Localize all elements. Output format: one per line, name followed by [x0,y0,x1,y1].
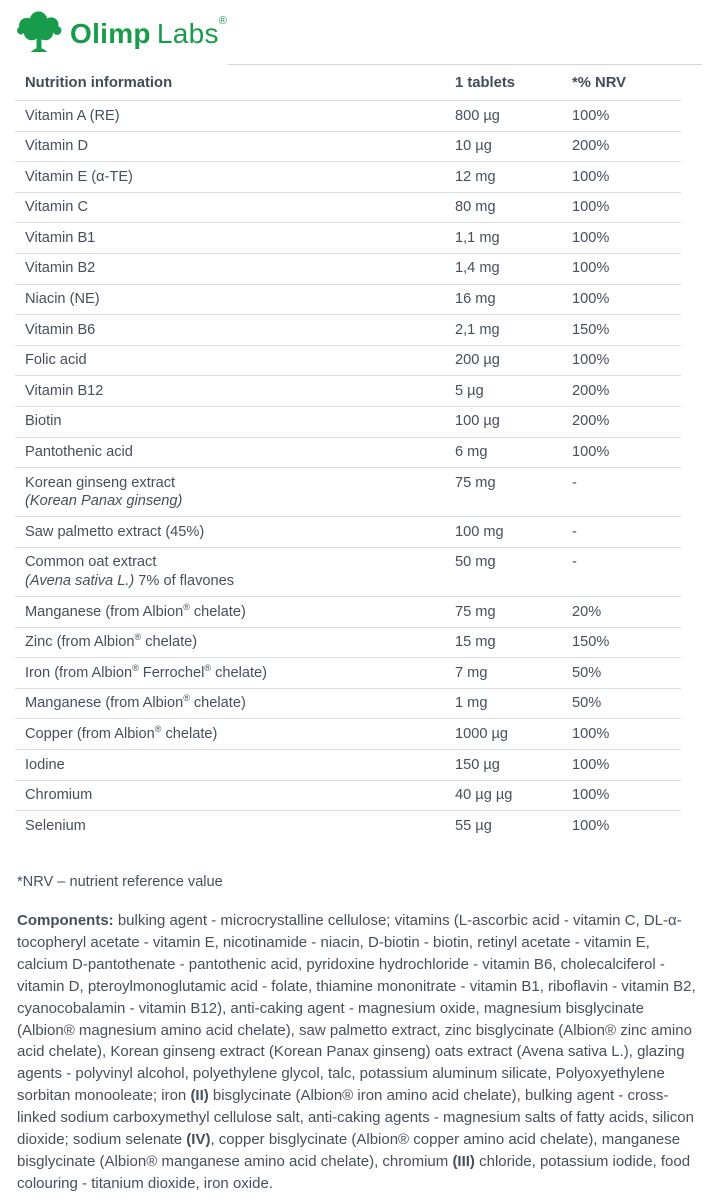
nutrient-nrv: 100% [572,168,610,185]
nutrient-nrv: 200% [572,413,610,430]
nutrient-amount: 12 mg [455,168,496,185]
nutrient-name: Manganese (from Albion® chelate) [25,601,246,620]
nutrient-nrv: - [572,523,577,540]
components-text: bulking agent - microcrystalline cellulose; vitamins (L-ascorbic acid - vitamin C, DL-α-tocopheryl acetate - vitamin E, nicotinamide - niacin, D-biotin - biotin, retinyl acetate - vitamin E, calcium D-pantothenate - pantothenic acid, pyridoxine hydrochloride - vitamin B6, cholecalciferol - vitamin D, pteroylmonoglutamic acid - folate, thiamine mononitrate - vitamin B1, riboflavin - vitamin B2, cyanocobalamin - vitamin B12), anti-caking agent - magnesium oxide, magnesium bisglycinate (Albion® magnesium amino acid chelate), saw palmetto extract, zinc bisglycinate (Albion® zinc amino acid chelate), Korean ginseng extract (Korean Panax ginseng) oats extract (Avena sativa L.), glazing agents - polyvinyl alcohol, polyethylene glycol, talc, potassium aluminum silicate, Polyoxyethylene sorbitan monooleate; iron [17,912,696,1105]
nutrient-nrv: 200% [572,382,610,399]
table-row [15,628,681,659]
table-row [15,223,681,254]
nutrient-name: Iron (from Albion® Ferrochel® chelate) [25,662,268,681]
nutrient-amount: 150 µg [455,756,500,773]
nutrient-name: Vitamin A (RE) [25,107,120,124]
components-paragraph [17,910,699,1195]
table-row [15,407,681,438]
nutrient-nrv: 100% [572,817,610,834]
table-row [15,101,681,132]
table-row [15,689,681,720]
nutrient-amount: 800 µg [455,107,500,124]
nutrient-name: Manganese (from Albion® chelate) [25,693,246,712]
components-bold-text: (II) [190,1087,209,1105]
nutrient-amount: 1 mg [455,695,488,712]
nutrient-name: Selenium [25,817,86,834]
nutrient-name: Zinc (from Albion® chelate) [25,632,198,651]
nutrient-nrv: 150% [572,321,610,338]
nutrient-name: Chromium [25,787,93,804]
nutrient-nrv: - [572,474,577,491]
nutrient-nrv: 100% [572,725,610,742]
nutrient-name: Vitamin B1 [25,229,96,246]
table-header-row [15,67,681,101]
nutrient-name: Folic acid [25,352,87,369]
nutrient-name: Korean ginseng extract (Korean Panax ginseng) [15,474,455,511]
nutrient-latin-name: (Avena sativa L.) 7% of flavones [25,573,235,589]
components-text: chloride, potassium iodide, food colouring - titanium dioxide, iron oxide. [17,1152,691,1192]
components-bold-text: (IV) [186,1131,211,1149]
table-row [15,781,681,812]
brand-name-labs: Labs [156,18,219,49]
nutrient-amount: 55 µg [455,817,492,834]
nutrient-name: Vitamin C [25,199,88,216]
nutrient-nrv: 50% [572,664,602,681]
column-header-serving: 1 tablets [455,75,516,91]
table-row [15,597,681,628]
column-header-nutrition-information: Nutrition information [25,75,173,91]
nutrient-nrv: 200% [572,138,610,155]
nutrient-name: Copper (from Albion® chelate) [25,724,218,742]
nutrition-table [15,67,681,841]
brand-header [16,11,227,53]
table-row [15,346,681,377]
nutrient-amount: 1,4 mg [455,260,500,277]
nutrient-nrv: 100% [572,107,610,124]
nutrient-amount: 6 mg [455,444,488,461]
nutrient-name: Vitamin D [25,138,88,155]
nutrient-latin-name: (Korean Panax ginseng) [25,493,183,510]
nutrient-name: Vitamin B6 [25,321,96,338]
nutrient-amount: 5 µg [455,382,484,399]
nutrient-nrv: 100% [572,756,610,773]
nutrient-nrv: 100% [572,291,610,308]
table-row [15,438,681,469]
nutrient-name: Biotin [25,413,62,430]
nutrient-nrv: 100% [572,787,610,804]
nutrient-nrv: 150% [572,634,610,651]
nutrient-name: Vitamin B12 [25,382,104,399]
nutrient-name: Pantothenic acid [25,444,133,461]
table-body [15,101,681,841]
nutrient-nrv: 100% [572,199,610,216]
column-header-nrv: *% NRV [572,75,626,91]
nutrient-amount: 1,1 mg [455,229,500,246]
nutrient-name: Iodine [25,756,65,773]
nutrient-nrv: - [572,554,577,571]
table-row [15,811,681,841]
nutrient-amount: 75 mg [455,474,496,491]
nutrient-amount: 15 mg [455,634,496,651]
brand-name [70,15,228,53]
nutrient-name: Vitamin B2 [25,260,96,277]
nutrient-nrv: 20% [572,603,602,620]
nutrient-amount: 2,1 mg [455,321,500,338]
table-row [15,548,681,597]
components-text: , copper bisglycinate (Albion® copper amino acid chelate), manganese bisglycinate (Albion® manganese amino acid chelate), chromium [17,1131,681,1170]
nrv-footnote: *NRV – nutrient reference value [17,874,223,890]
nutrient-amount: 40 µg µg [455,787,513,804]
nutrient-nrv: 100% [572,229,610,246]
tree-icon [16,11,63,53]
nutrient-name: Vitamin E (α-TE) [25,168,133,185]
components-bold-text: Components: [17,912,118,929]
table-row [15,658,681,689]
nutrient-nrv: 50% [572,695,602,712]
nutrient-amount: 200 µg [455,352,500,369]
table-row [15,254,681,285]
table-row [15,468,681,517]
table-row [15,315,681,346]
table-row [15,285,681,316]
brand-name-olimp: Olimp [70,18,151,49]
nutrient-amount: 7 mg [455,664,488,681]
table-row [15,750,681,781]
nutrient-amount: 1000 µg [455,725,509,742]
nutrient-amount: 50 mg [455,554,496,571]
nutrient-amount: 100 mg [455,523,504,540]
nutrient-nrv: 100% [572,352,610,369]
nutrient-amount: 10 µg [455,138,492,155]
registered-trademark-icon: ® [218,15,228,27]
table-row [15,162,681,193]
table-row [15,517,681,548]
table-row [15,193,681,224]
nutrient-name: Niacin (NE) [25,291,100,308]
nutrient-nrv: 100% [572,260,610,277]
nutrient-amount: 100 µg [455,413,500,430]
nutrient-amount: 75 mg [455,603,496,620]
components-bold-text: (III) [452,1152,475,1170]
table-row [15,132,681,163]
table-row [15,376,681,407]
nutrient-amount: 80 mg [455,199,496,216]
nutrient-name: Common oat extract (Avena sativa L.) 7% of flavones [15,553,455,590]
table-row [15,719,681,750]
nutrient-name: Saw palmetto extract (45%) [25,523,205,540]
nutrient-amount: 16 mg [455,291,496,308]
header-divider [228,64,702,65]
nutrient-nrv: 100% [572,444,610,461]
components-text: bisglycinate (Albion® iron amino acid chelate), bulking agent - cross-linked sodium carboxymethyl cellulose salt, anti-caking agents - magnesium salts of fatty acids, silicon dioxide; sodium selenate [17,1087,694,1149]
